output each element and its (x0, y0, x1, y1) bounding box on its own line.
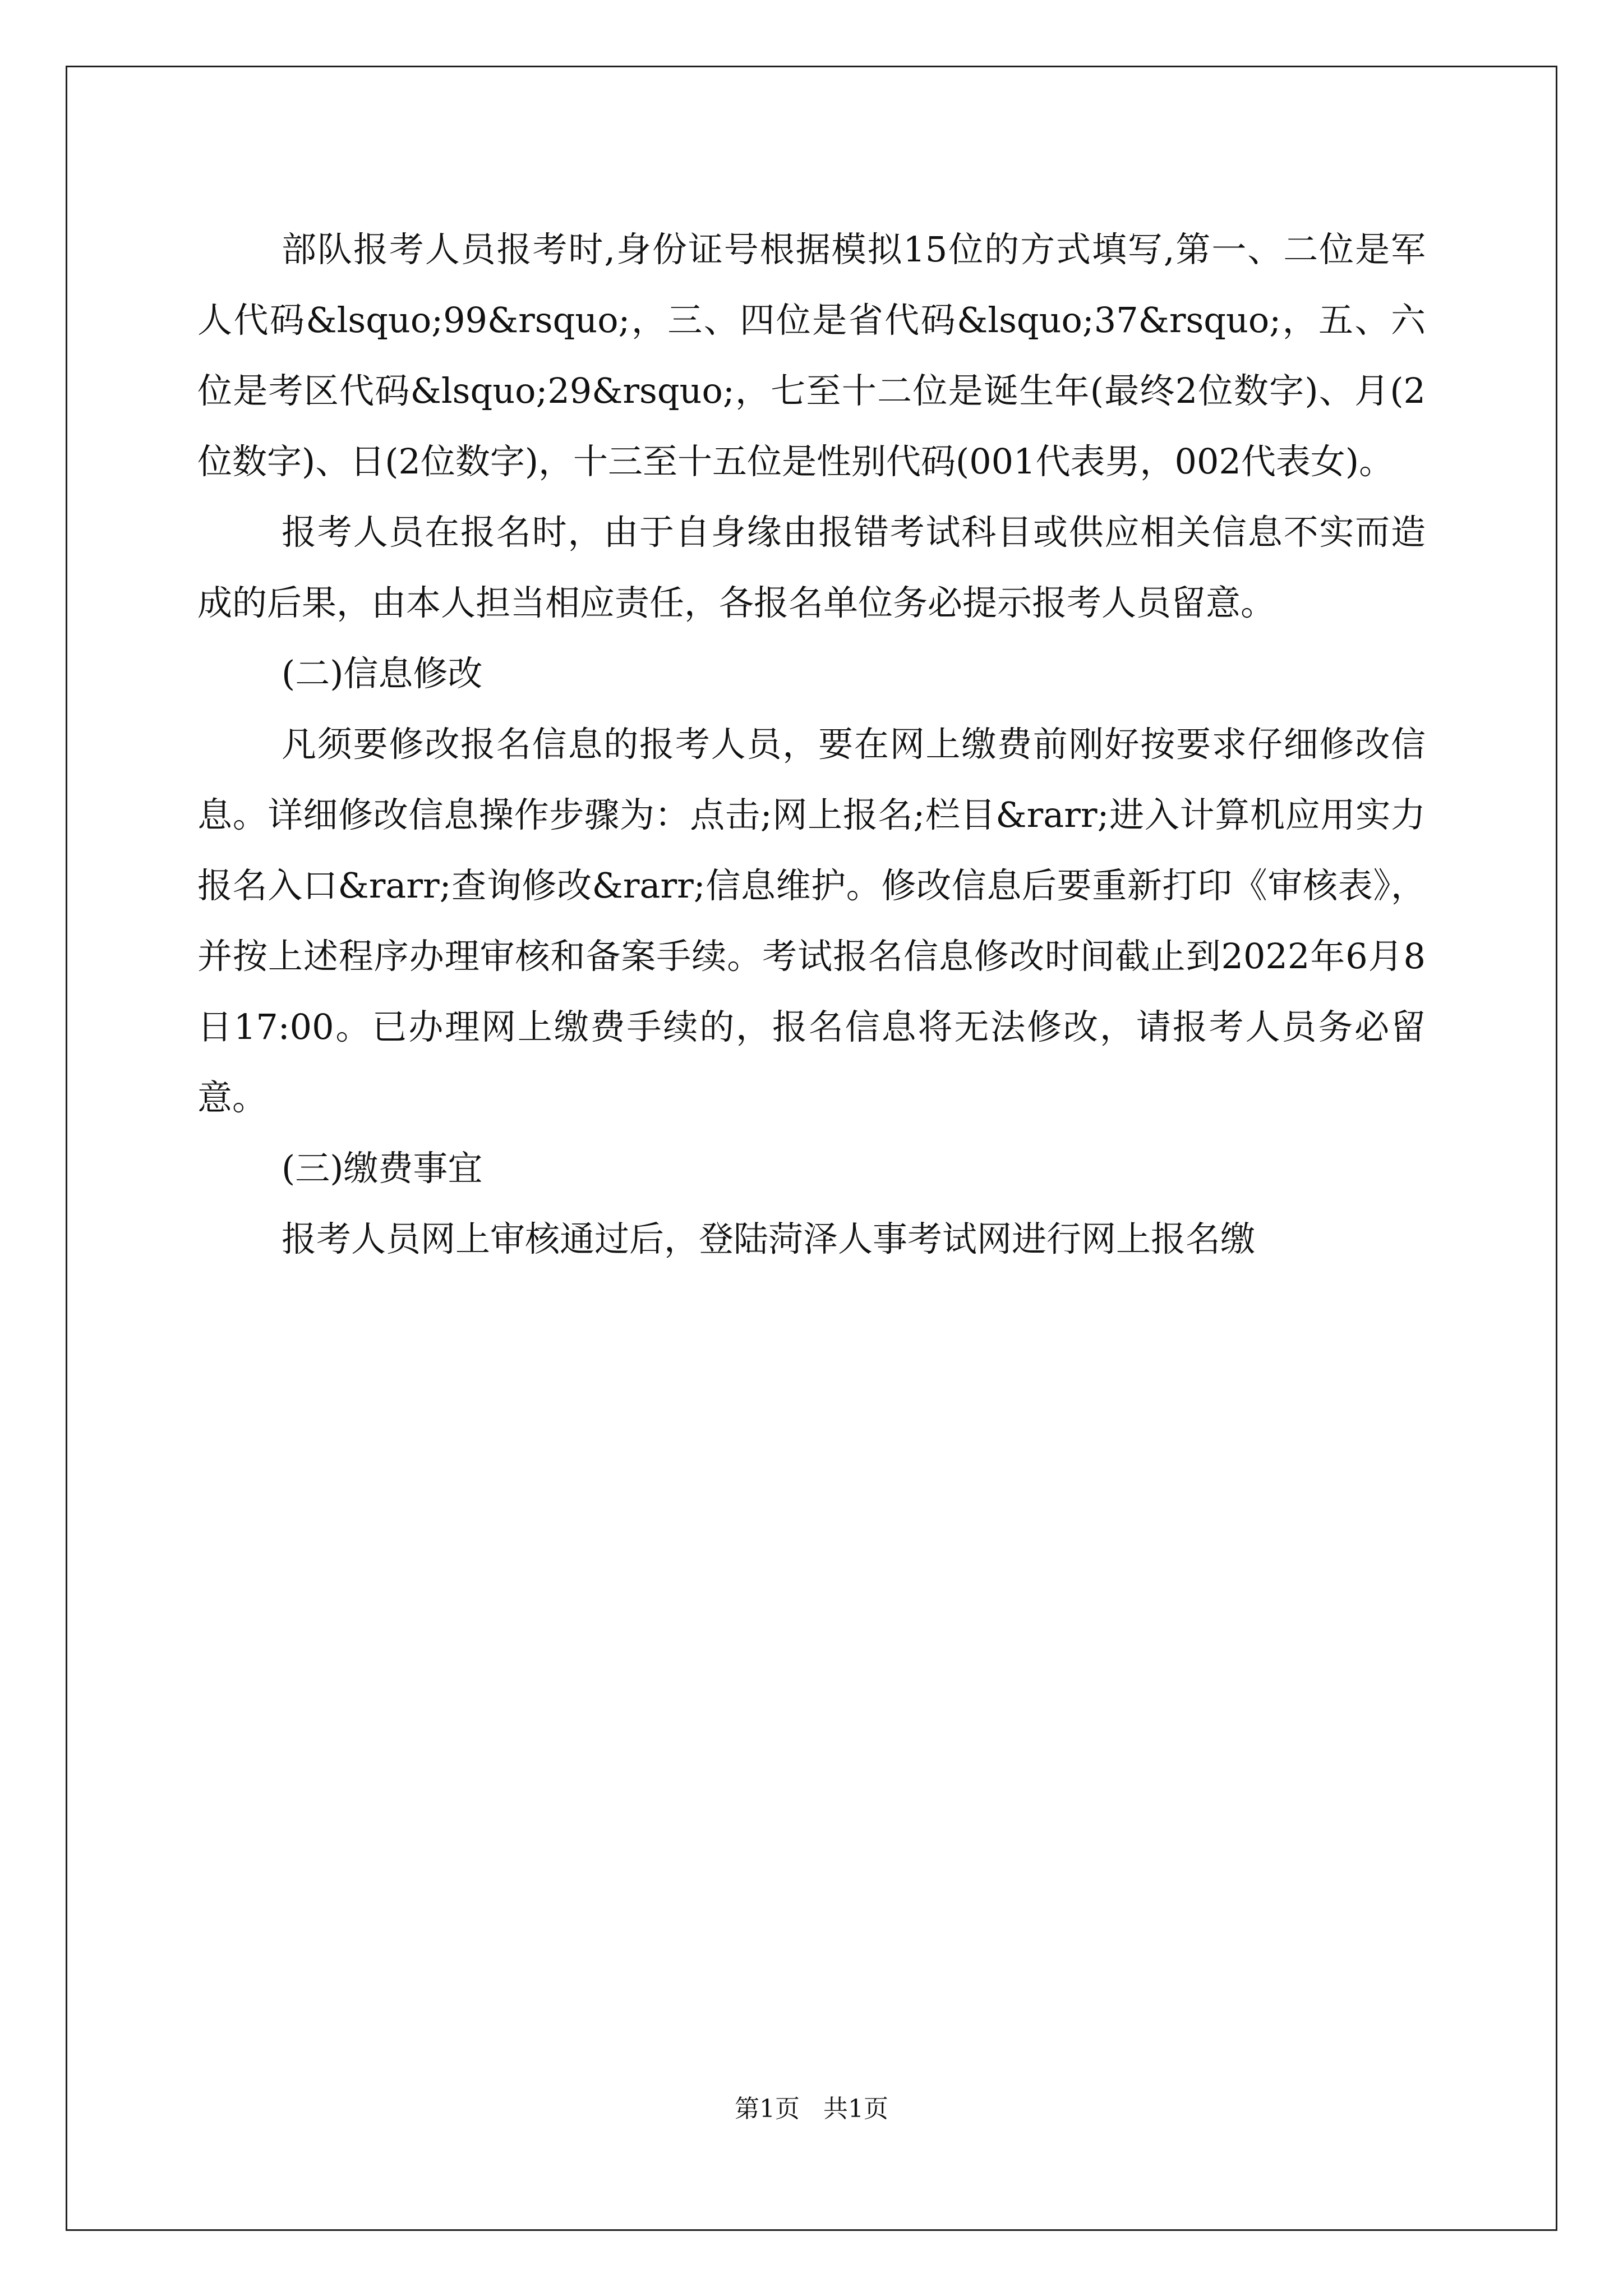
document-body (197, 214, 1426, 1274)
paragraph-registration-responsibility: 报考人员在报名时，由于自身缘由报错考试科目或供应相关信息不实而造成的后果，由本人担当相应责任，各报名单位务必提示报考人员留意。 (197, 512, 1426, 623)
page-number-footer: 第1页 共1页 (735, 2095, 888, 2123)
paragraph-info-modification: 凡须要修改报名信息的报考人员，要在网上缴费前刚好按要求仔细修改信息。详细修改信息操作步骤为：点击;网上报名;栏目&rarr;进入计算机应用实力报名入口&rarr;查询修改&rarr;信息维护。修改信息后要重新打印《审核表》，并按上述程序办理审核和备案手续。考试报名信息修改时间截止到2022年6月8日17:00。已办理网上缴费手续的，报名信息将无法修改，请报考人员务必留意。 (197, 724, 1426, 1118)
section-heading-payment: (三)缴费事宜 (282, 1148, 483, 1189)
paragraph-payment: 报考人员网上审核通过后，登陆菏泽人事考试网进行网上报名缴 (282, 1218, 1256, 1259)
section-heading-info-modification: (二)信息修改 (282, 653, 483, 694)
paragraph-id-number-rules: 部队报考人员报考时,身份证号根据模拟15位的方式填写,第一、二位是军人代码&lsquo;99&rsquo;，三、四位是省代码&lsquo;37&rsquo;，五、六位是考区代码&lsquo;29&rsquo;，七至十二位是诞生年(最终2位数字)、月(2位数字)、日(2位数字)，十三至十五位是性别代码(001代表男，002代表女)。 (197, 229, 1426, 482)
